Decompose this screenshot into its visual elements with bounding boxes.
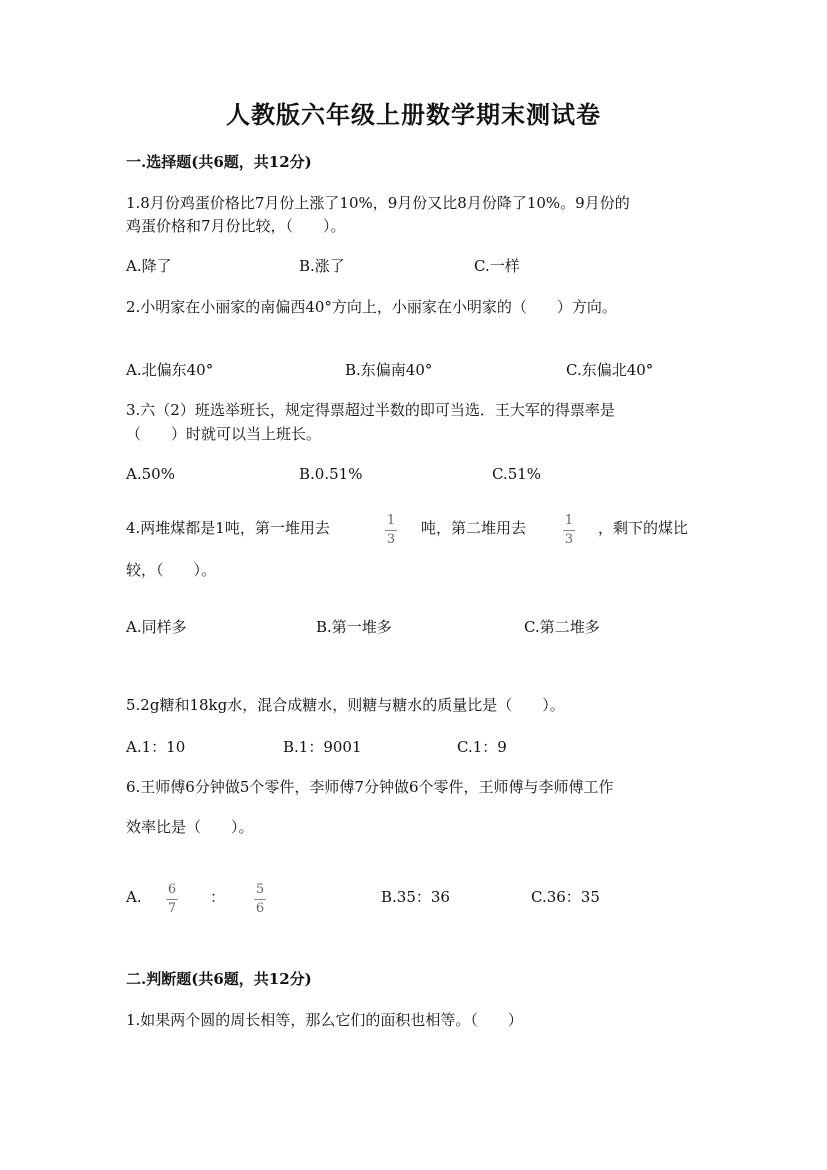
question-5-line-1: 5.2g糖和18kg水，混合成糖水，则糖与糖水的质量比是（ ）。 [126,696,565,714]
question-2-option-a: A.北偏东40° [126,361,214,379]
question-4-text-part-3: ，剩下的煤比 [598,519,689,537]
question-4-fraction-2 [561,514,577,546]
judgment-1-line-1: 1.如果两个圆的周长相等，那么它们的面积也相等。（ ） [126,1011,523,1029]
question-3-line-2: （ ）时就可以当上班长。 [126,425,322,443]
fraction-numerator: 1 [386,513,396,528]
question-2-option-c: C.东偏北40° [566,361,654,379]
question-1-option-a: A.降了 [126,257,172,275]
question-6-line-1: 6.王师傅6分钟做5个零件，李师傅7分钟做6个零件，王师傅与李师傅工作 [126,778,614,796]
question-4-option-c: C.第二堆多 [524,618,600,636]
fraction-denominator: 6 [255,901,265,916]
question-6-option-b: B.35：36 [381,888,450,906]
fraction-denominator: 7 [167,901,177,916]
question-2-option-b: B.东偏南40° [345,361,433,379]
question-3-line-1: 3.六（2）班选举班长，规定得票超过半数的即可当选．王大军的得票率是 [126,401,615,419]
question-1-line-2: 鸡蛋价格和7月份比较，（ ）。 [126,217,346,235]
question-1-line-1: 1.8月份鸡蛋价格比7月份上涨了10%，9月份又比8月份降了10%。9月份的 [126,194,630,212]
question-4-option-a: A.同样多 [126,618,187,636]
question-6-option-a-colon: ： [210,888,226,906]
question-2-line-1: 2.小明家在小丽家的南偏西40°方向上，小丽家在小明家的（ ）方向。 [126,298,617,316]
question-3-option-a: A.50% [126,465,175,483]
question-5-option-c: C.1：9 [457,738,507,756]
question-6-option-a-fraction-2 [252,883,268,915]
fraction-bar [166,899,178,900]
fraction-numerator: 6 [167,882,177,897]
question-6-option-a-fraction-1 [164,883,180,915]
question-1-option-b: B.涨了 [299,257,345,275]
fraction-denominator: 3 [564,532,574,547]
page-title: 人教版六年级上册数学期末测试卷 [226,100,601,129]
section-heading-choice: 一.选择题(共6题，共12分) [126,153,312,171]
question-3-option-b: B.0.51% [299,465,363,483]
question-5-option-b: B.1：9001 [283,738,362,756]
question-6-option-c: C.36：35 [531,888,600,906]
fraction-bar [563,530,575,531]
question-5-option-a: A.1：10 [126,738,186,756]
question-3-option-c: C.51% [492,465,542,483]
question-4-text-part-1: 4.两堆煤都是1吨，第一堆用去 [126,519,330,537]
question-4-option-b: B.第一堆多 [316,618,392,636]
fraction-denominator: 3 [386,532,396,547]
fraction-bar [254,899,266,900]
fraction-numerator: 5 [255,882,265,897]
question-1-option-c: C.一样 [474,257,520,275]
question-6-option-a-label: A. [126,888,142,906]
question-4-fraction-1 [383,514,399,546]
question-4-line-2: 较，（ ）。 [126,561,217,579]
question-6-line-2: 效率比是（ ）。 [126,818,254,836]
question-4-text-part-2: 吨，第二堆用去 [421,519,527,537]
fraction-bar [385,530,397,531]
fraction-numerator: 1 [564,513,574,528]
section-heading-judgment: 二.判断题(共6题，共12分) [126,970,312,988]
